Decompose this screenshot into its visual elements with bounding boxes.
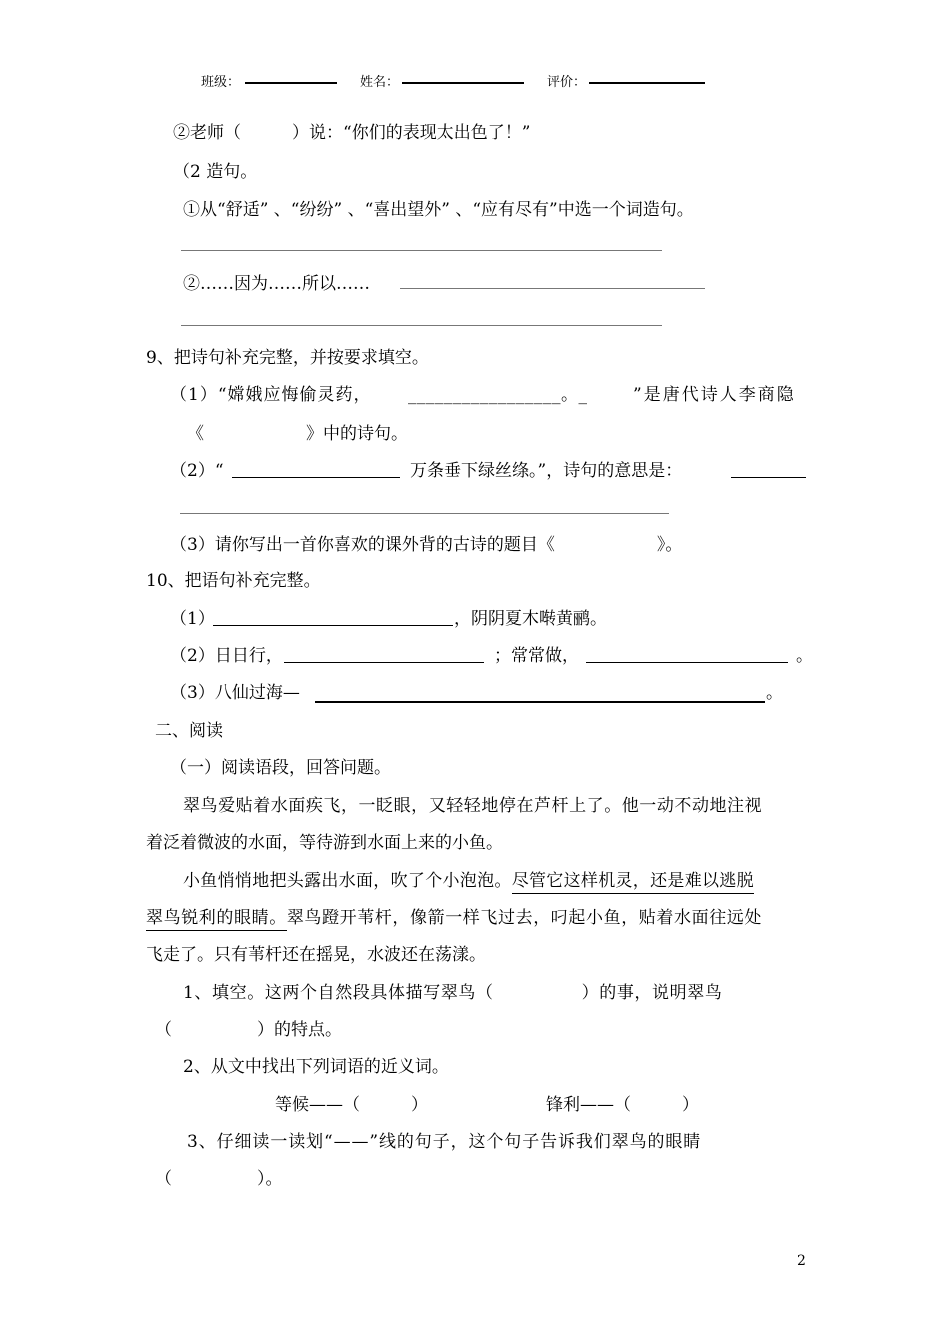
passage-p2-line3: 飞走了。只有苇杆还在摇晃，水波还在荡漾。 — [146, 945, 486, 965]
passage-p2-line2 — [146, 907, 762, 929]
q9-s1-text: （1）“嫦娥应悔偷灵药， — [170, 385, 372, 405]
reading-q3-line2: （ ）。 — [155, 1169, 283, 1189]
passage-p1-line1: 翠鸟爱贴着水面疾飞，一眨眼，又轻轻地停在芦杆上了。他一动不动地注视 — [183, 796, 763, 816]
q9-s3: （3）请你写出一首你喜欢的课外背的古诗的题目《 》。 — [170, 535, 683, 555]
reading-q1-line2: （ ）的特点。 — [155, 1020, 342, 1040]
q10-title: 10、把语句补充完整。 — [146, 571, 321, 591]
q10-s1-blank[interactable] — [213, 625, 453, 626]
q9-s2-meaning-blank[interactable] — [731, 477, 806, 478]
q9-s2-text: 万条垂下绿丝绦。”，诗句的意思是： — [410, 461, 683, 481]
answer-line[interactable] — [180, 513, 669, 514]
answer-line[interactable] — [400, 288, 705, 289]
teacher-said-line: ②老师（ ）说：“你们的表现太出色了！” — [173, 123, 531, 143]
make-sentence-task-2: ②……因为……所以…… — [183, 274, 370, 294]
eval-label: 评价： — [547, 75, 587, 90]
passage-p2-line1 — [183, 870, 754, 892]
q9-s2-open: （2）“ — [170, 461, 224, 481]
synonym-item-wait: 等候——（ ） — [275, 1095, 428, 1115]
reading-heading: 二、阅读 — [155, 721, 223, 741]
q10-s3-open: （3）八仙过海— — [170, 683, 300, 703]
page-number: 2 — [797, 1253, 806, 1269]
make-sentence-title: （2 造句。 — [173, 162, 258, 182]
passage-text: 翠鸟蹬开苇杆，像箭一样飞过去，叼起小鱼，贴着水面往远处 — [286, 908, 763, 928]
underlined-sentence: 翠鸟锐利的眼睛。 — [146, 908, 287, 931]
passage-p1-line2: 着泛着微波的水面，等待游到水面上来的小鱼。 — [146, 833, 503, 853]
name-blank[interactable] — [402, 82, 524, 84]
q10-s2-open: （2）日日行， — [170, 646, 283, 666]
q9-s1-title-blank: 《 》中的诗句。 — [187, 424, 408, 444]
make-sentence-task-1: ①从“舒适” 、“纷纷” 、“喜出望外” 、“应有尽有”中选一个词造句。 — [183, 200, 694, 220]
q9-s2-blank[interactable] — [232, 477, 400, 478]
reading-subheading: （一）阅读语段，回答问题。 — [170, 758, 391, 778]
name-label: 姓名： — [360, 75, 400, 90]
q10-s3-blank[interactable] — [315, 701, 765, 703]
q9-s1-author: ”是唐代诗人李商隐 — [633, 385, 796, 405]
q10-s2-mid: ；常常做， — [494, 646, 579, 666]
eval-blank[interactable] — [589, 82, 705, 84]
underlined-sentence: 尽管它这样机灵，还是难以逃脱 — [512, 871, 754, 894]
q9-s1-blank[interactable]: _________________。_ — [408, 385, 588, 405]
passage-text: 小鱼悄悄地把头露出水面，吹了个小泡泡。 — [183, 871, 512, 891]
q10-s3-end: 。 — [766, 683, 783, 703]
q10-s2-blank-2[interactable] — [586, 662, 788, 663]
reading-q1-line1: 1、填空。这两个自然段具体描写翠鸟（ ）的事，说明翠鸟 — [183, 983, 723, 1003]
reading-q2: 2、从文中找出下列词语的近义词。 — [183, 1057, 449, 1077]
q10-s2-end: 。 — [796, 646, 813, 666]
answer-line[interactable] — [181, 250, 662, 251]
class-blank[interactable] — [245, 82, 337, 84]
reading-q3-line1: 3、仔细读一读划“——”线的句子，这个句子告诉我们翠鸟的眼睛 — [187, 1132, 702, 1152]
q10-s1-text: ，阴阴夏木啭黄鹂。 — [454, 609, 607, 629]
synonym-item-sharp: 锋利——（ ） — [546, 1095, 699, 1115]
q9-title: 9、把诗句补充完整，并按要求填空。 — [146, 348, 429, 368]
answer-line[interactable] — [181, 325, 662, 326]
q10-s2-blank-1[interactable] — [284, 662, 484, 663]
class-label: 班级： — [201, 75, 241, 90]
q10-s1-open: （1） — [170, 609, 215, 629]
